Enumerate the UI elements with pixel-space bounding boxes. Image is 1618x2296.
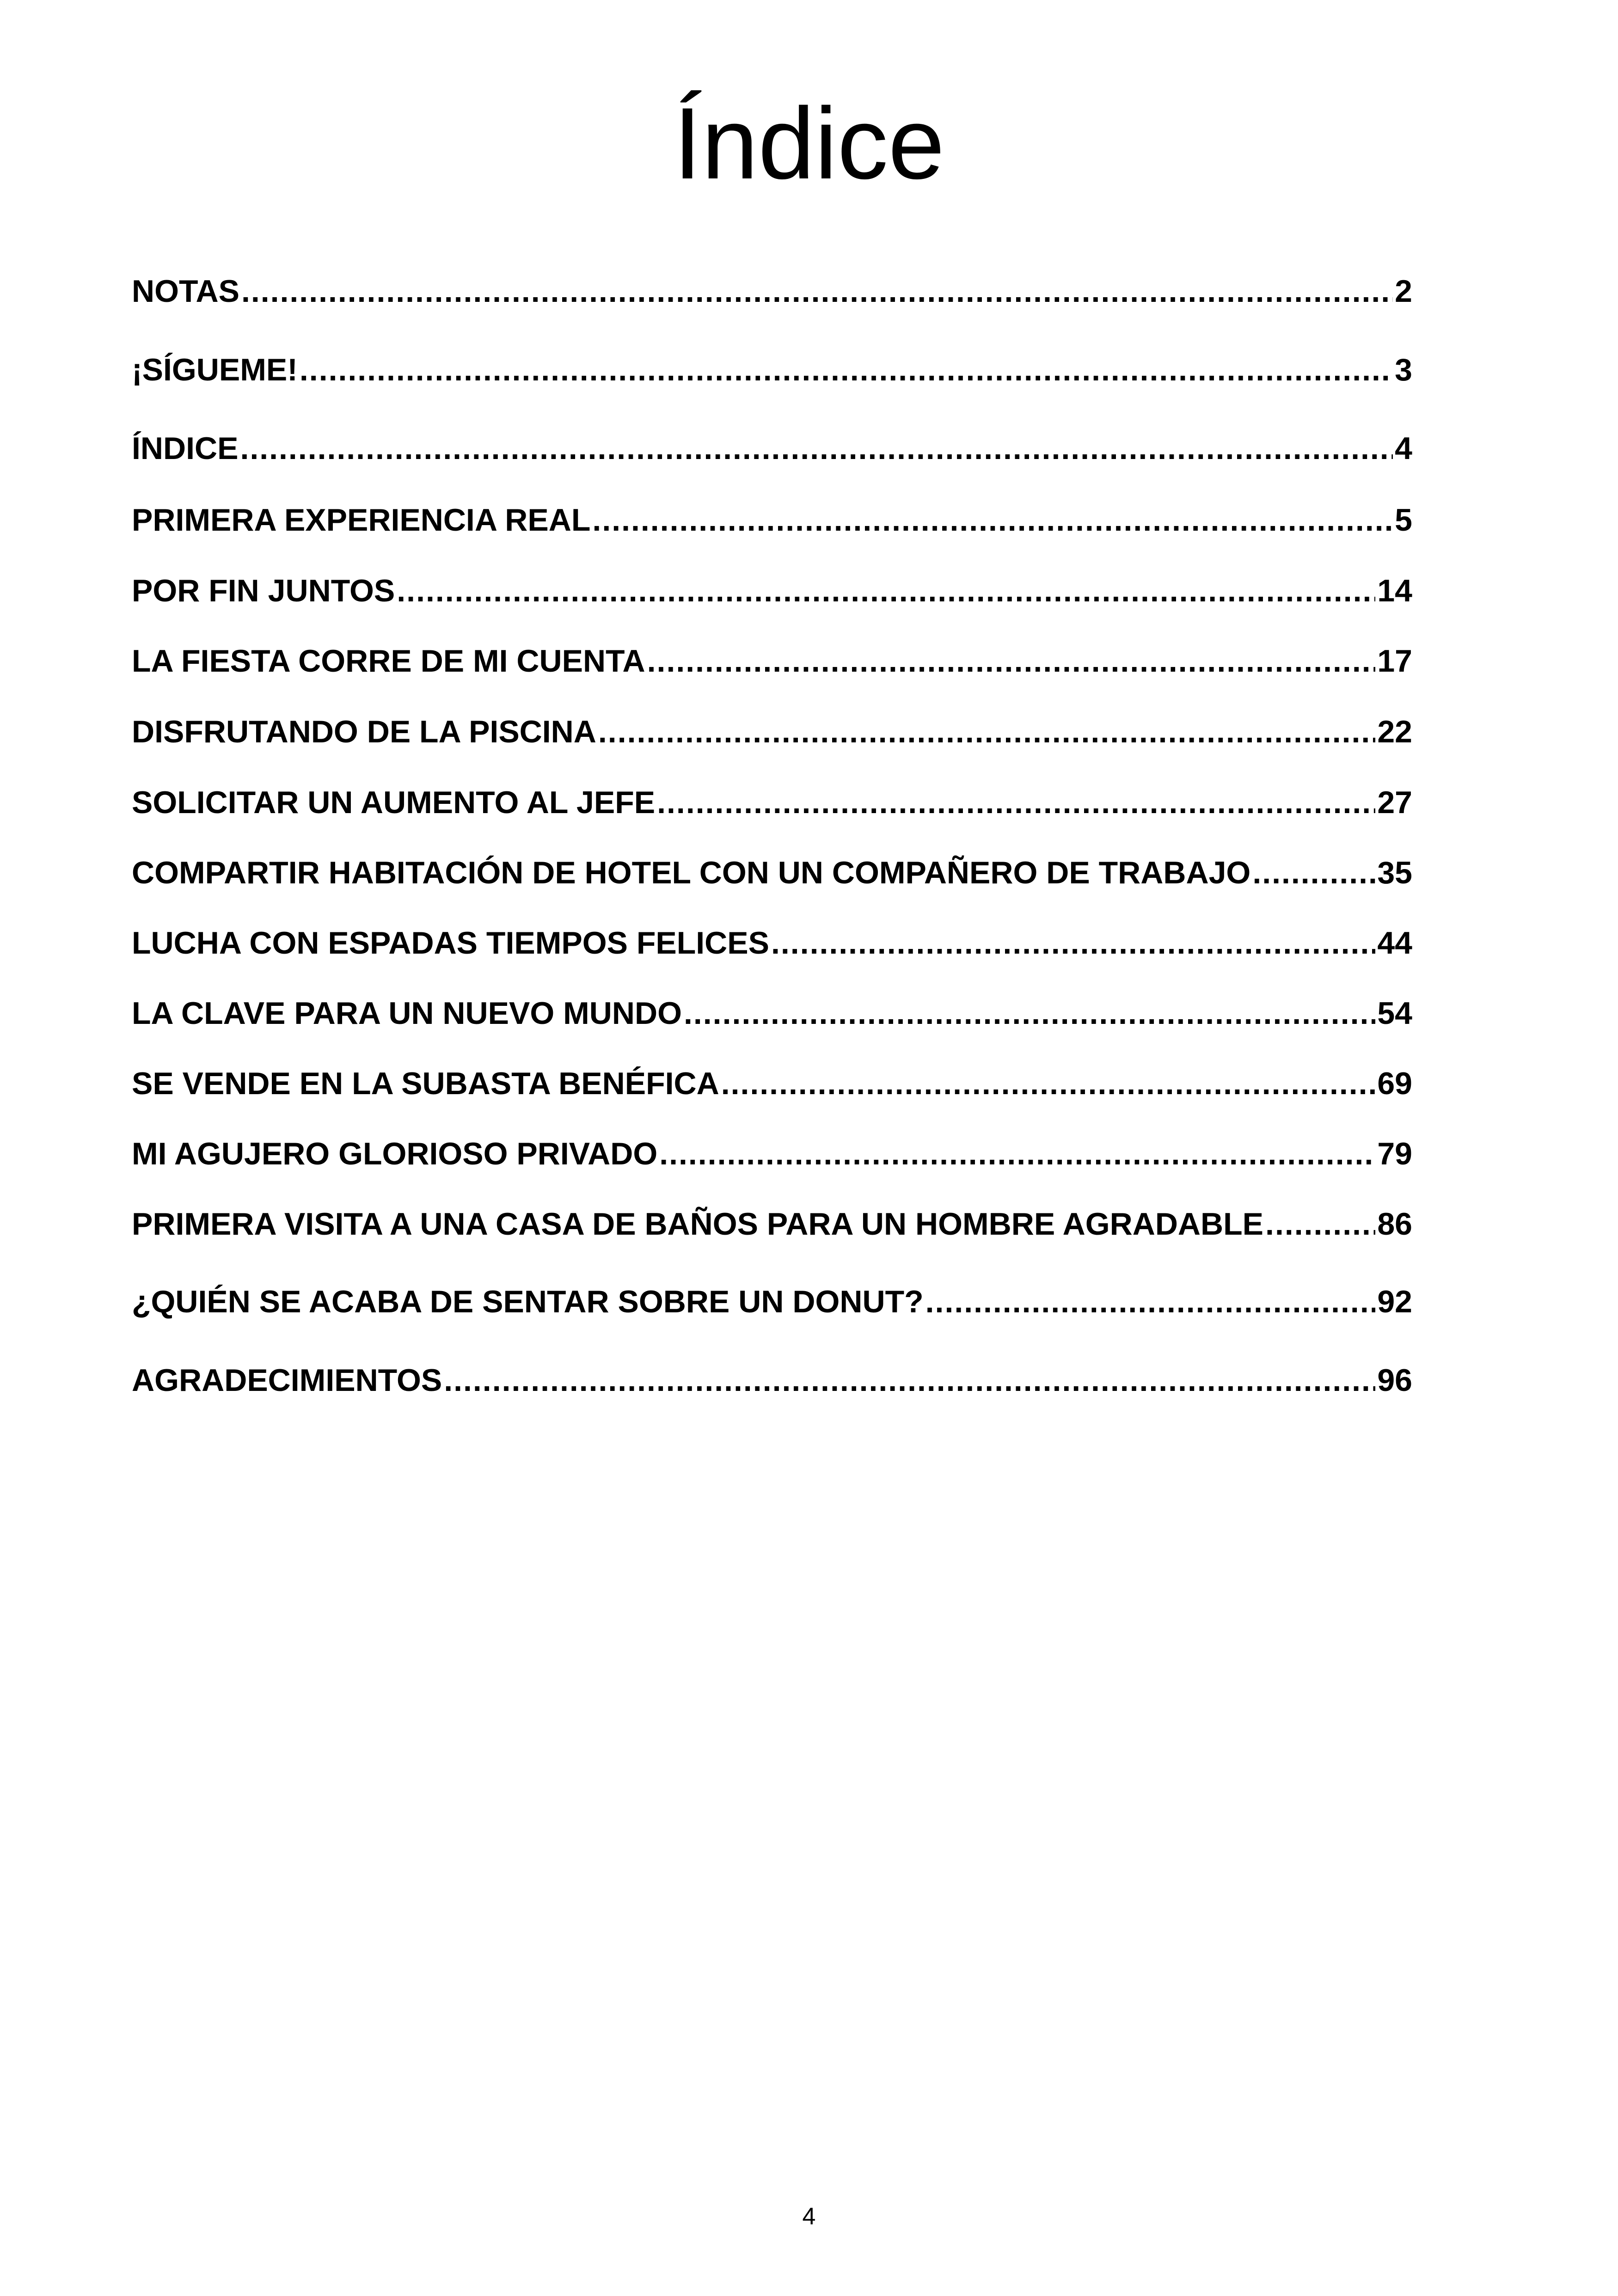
toc-entry-title: PRIMERA EXPERIENCIA REAL — [132, 502, 591, 538]
toc-dot-leader — [598, 709, 1375, 755]
toc-entry[interactable] — [132, 497, 1412, 543]
toc-dot-leader — [1265, 1201, 1375, 1247]
toc-dot-leader — [300, 347, 1393, 393]
toc-entry-page-number: 69 — [1377, 1066, 1412, 1101]
toc-dot-leader — [771, 920, 1375, 966]
toc-entry-page-number: 54 — [1377, 996, 1412, 1031]
toc-entry-title: NOTAS — [132, 274, 239, 309]
toc-entry-title: ÍNDICE — [132, 431, 239, 466]
toc-entry[interactable] — [132, 638, 1412, 684]
toc-entry-page-number: 44 — [1377, 925, 1412, 961]
footer-page-number: 4 — [802, 2203, 816, 2230]
toc-entry-title: COMPARTIR HABITACIÓN DE HOTEL CON UN COMPAÑERO DE TRABAJO — [132, 855, 1251, 890]
toc-entry[interactable] — [132, 268, 1412, 314]
toc-dot-leader — [925, 1279, 1376, 1325]
toc-entry-title: SOLICITAR UN AUMENTO AL JEFE — [132, 785, 656, 820]
page-title: Índice — [673, 86, 945, 200]
toc-entry[interactable] — [132, 1279, 1412, 1325]
toc-entry[interactable] — [132, 920, 1412, 966]
toc-entry-page-number: 17 — [1377, 643, 1412, 679]
toc-entry-title: LA CLAVE PARA UN NUEVO MUNDO — [132, 996, 682, 1031]
toc-entry-page-number: 92 — [1377, 1284, 1412, 1319]
toc-dot-leader — [657, 779, 1375, 826]
toc-dot-leader — [241, 268, 1393, 314]
toc-entry-page-number: 2 — [1395, 274, 1412, 309]
toc-dot-leader — [647, 638, 1376, 684]
toc-dot-leader — [444, 1357, 1375, 1403]
toc-entry[interactable] — [132, 347, 1412, 393]
toc-entry-title: SE VENDE EN LA SUBASTA BENÉFICA — [132, 1066, 719, 1101]
toc-dot-leader — [592, 497, 1393, 543]
toc-entry[interactable] — [132, 568, 1412, 614]
toc-entry-page-number: 4 — [1395, 431, 1412, 466]
toc-entry-page-number: 86 — [1377, 1206, 1412, 1242]
toc-entry-page-number: 5 — [1395, 502, 1412, 538]
toc-entry[interactable] — [132, 1357, 1412, 1403]
toc-entry-title: MI AGUJERO GLORIOSO PRIVADO — [132, 1136, 658, 1171]
toc-entry[interactable] — [132, 1201, 1412, 1247]
toc-entry-title: POR FIN JUNTOS — [132, 573, 395, 608]
toc-dot-leader — [684, 990, 1375, 1036]
toc-entry[interactable] — [132, 709, 1412, 755]
toc-entry-page-number: 27 — [1377, 785, 1412, 820]
toc-entry-title: AGRADECIMIENTOS — [132, 1363, 442, 1398]
toc-dot-leader — [721, 1060, 1376, 1107]
toc-dot-leader — [240, 425, 1393, 471]
toc-dot-leader — [659, 1131, 1375, 1177]
toc-entry-title: PRIMERA VISITA A UNA CASA DE BAÑOS PARA UN HOMBRE AGRADABLE — [132, 1206, 1264, 1242]
toc-entry-page-number: 3 — [1395, 352, 1412, 387]
toc-entry-page-number: 35 — [1377, 855, 1412, 890]
toc-entry-page-number: 14 — [1377, 573, 1412, 608]
toc-entry-page-number: 96 — [1377, 1363, 1412, 1398]
toc-entry-title: DISFRUTANDO DE LA PISCINA — [132, 714, 596, 749]
toc-entry-title: ¡SÍGUEME! — [132, 352, 298, 387]
toc-entry-title: LA FIESTA CORRE DE MI CUENTA — [132, 643, 645, 679]
toc-entry-page-number: 22 — [1377, 714, 1412, 749]
toc-entry[interactable] — [132, 779, 1412, 826]
toc-dot-leader — [397, 568, 1375, 614]
toc-entry-page-number: 79 — [1377, 1136, 1412, 1171]
toc-entry[interactable] — [132, 990, 1412, 1036]
toc-entry[interactable] — [132, 1131, 1412, 1177]
toc-entry[interactable] — [132, 1060, 1412, 1107]
toc-entry[interactable] — [132, 850, 1412, 896]
toc-entry[interactable] — [132, 425, 1412, 471]
toc-entry-title: LUCHA CON ESPADAS TIEMPOS FELICES — [132, 925, 769, 961]
toc-dot-leader — [1252, 850, 1375, 896]
toc-entry-title: ¿QUIÉN SE ACABA DE SENTAR SOBRE UN DONUT? — [132, 1284, 924, 1319]
